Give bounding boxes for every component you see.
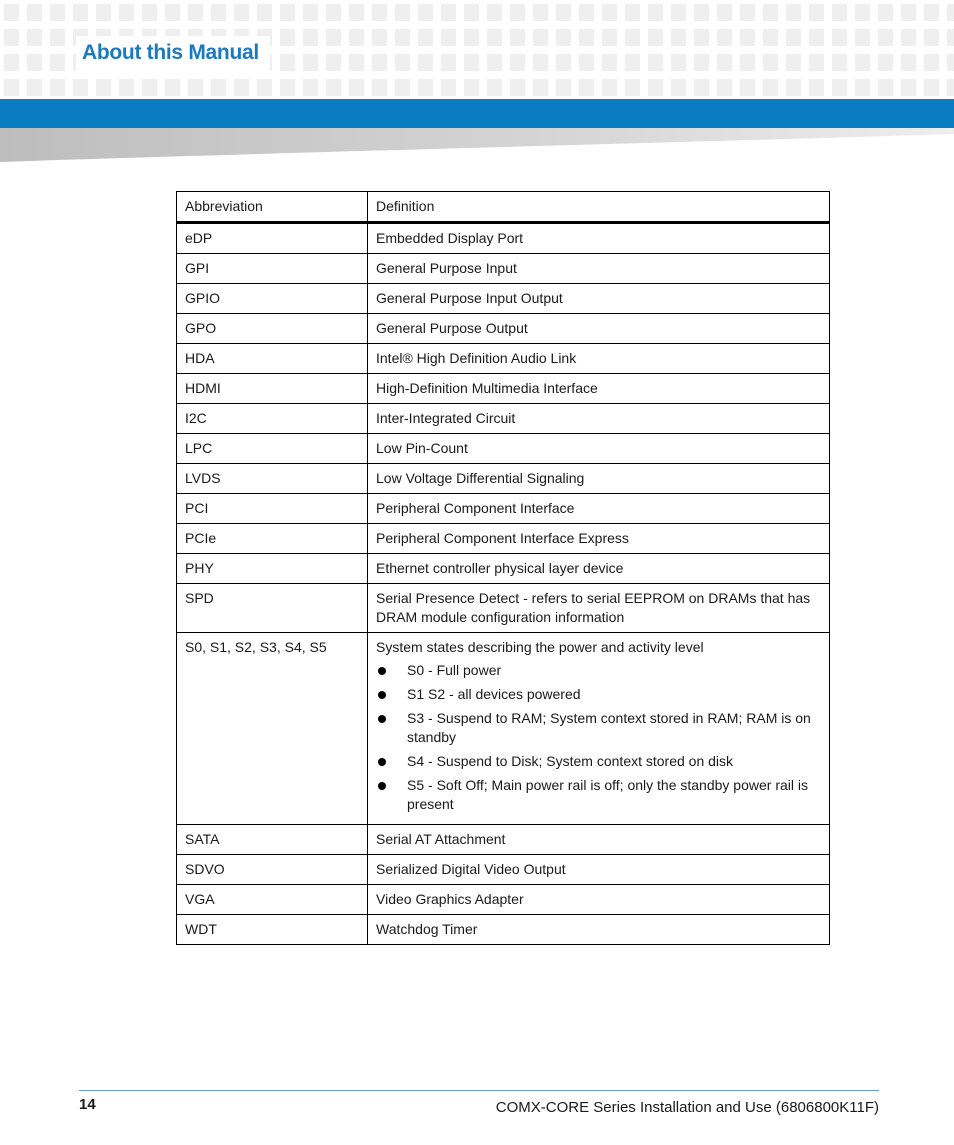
bullet-icon xyxy=(378,667,386,675)
abbreviation-table xyxy=(176,191,830,945)
table-row xyxy=(177,284,830,314)
bullet-icon xyxy=(378,758,386,766)
definition-cell xyxy=(368,254,830,284)
table-row xyxy=(177,633,830,825)
definition-text: Intel® High Definition Audio Link xyxy=(376,350,577,366)
table-row xyxy=(177,464,830,494)
abbreviation-cell: S0, S1, S2, S3, S4, S5 xyxy=(177,633,368,825)
abbreviation-cell: GPO xyxy=(177,314,368,344)
definition-text: General Purpose Output xyxy=(376,320,528,336)
column-header-abbreviation: Abbreviation xyxy=(177,192,368,223)
page-number: 14 xyxy=(79,1096,96,1113)
list-item-text: S0 - Full power xyxy=(407,662,502,678)
definition-cell xyxy=(368,825,830,855)
bullet-icon xyxy=(378,782,386,790)
definition-text: High-Definition Multimedia Interface xyxy=(376,380,598,396)
definition-text: General Purpose Input xyxy=(376,260,517,276)
definition-cell xyxy=(368,554,830,584)
definition-cell xyxy=(368,584,830,633)
definition-text: General Purpose Input Output xyxy=(376,290,563,306)
definition-text: Inter-Integrated Circuit xyxy=(376,410,516,426)
definition-cell xyxy=(368,464,830,494)
table-row xyxy=(177,524,830,554)
definition-text: Embedded Display Port xyxy=(376,230,524,246)
definition-cell xyxy=(368,404,830,434)
definition-cell xyxy=(368,524,830,554)
header-gray-swoosh xyxy=(0,128,954,164)
table-row xyxy=(177,885,830,915)
abbreviation-cell: HDA xyxy=(177,344,368,374)
list-item xyxy=(376,752,821,771)
table-row xyxy=(177,855,830,885)
table-row xyxy=(177,344,830,374)
abbreviation-cell: SPD xyxy=(177,584,368,633)
list-item xyxy=(376,661,821,680)
definition-cell xyxy=(368,855,830,885)
definition-cell xyxy=(368,314,830,344)
table-header-row xyxy=(177,192,830,223)
definition-text: Peripheral Component Interface Express xyxy=(376,530,629,546)
abbreviation-cell: LVDS xyxy=(177,464,368,494)
definition-cell xyxy=(368,344,830,374)
definition-text: System states describing the power and activity level xyxy=(376,639,704,655)
list-item xyxy=(376,709,821,747)
definition-text: Watchdog Timer xyxy=(376,921,478,937)
table-row xyxy=(177,554,830,584)
list-item xyxy=(376,776,821,814)
definition-cell xyxy=(368,374,830,404)
abbreviation-cell: eDP xyxy=(177,223,368,254)
table-row xyxy=(177,254,830,284)
abbreviation-cell: I2C xyxy=(177,404,368,434)
abbreviation-cell: GPI xyxy=(177,254,368,284)
list-item xyxy=(376,685,821,704)
table-row xyxy=(177,494,830,524)
abbreviation-cell: PCIe xyxy=(177,524,368,554)
abbreviation-cell: WDT xyxy=(177,915,368,945)
page-title: About this Manual xyxy=(82,41,259,64)
abbreviation-cell: PHY xyxy=(177,554,368,584)
table-row xyxy=(177,434,830,464)
column-header-definition: Definition xyxy=(368,192,830,223)
table-row xyxy=(177,825,830,855)
table-row xyxy=(177,584,830,633)
definition-cell xyxy=(368,633,830,825)
abbreviation-cell: GPIO xyxy=(177,284,368,314)
abbreviation-cell: VGA xyxy=(177,885,368,915)
definition-text: Video Graphics Adapter xyxy=(376,891,524,907)
table-row xyxy=(177,915,830,945)
bullet-icon xyxy=(378,691,386,699)
abbreviation-cell: SATA xyxy=(177,825,368,855)
definition-text: Low Pin-Count xyxy=(376,440,468,456)
definition-cell xyxy=(368,284,830,314)
list-item-text: S5 - Soft Off; Main power rail is off; only the standby power rail is present xyxy=(407,777,808,812)
header-blue-band xyxy=(0,99,954,128)
footer-rule xyxy=(79,1090,879,1091)
abbreviation-cell: SDVO xyxy=(177,855,368,885)
document-title: COMX-CORE Series Installation and Use (6806800K11F) xyxy=(495,1099,879,1116)
list-item-text: S4 - Suspend to Disk; System context stored on disk xyxy=(407,753,734,769)
definition-text: Peripheral Component Interface xyxy=(376,500,575,516)
definition-text: Serial Presence Detect - refers to serial EEPROM on DRAMs that has DRAM module configuration information xyxy=(376,590,811,625)
definition-text: Ethernet controller physical layer device xyxy=(376,560,624,576)
system-states-list xyxy=(376,661,821,814)
abbreviation-cell: LPC xyxy=(177,434,368,464)
definition-text: Low Voltage Differential Signaling xyxy=(376,470,585,486)
definition-cell xyxy=(368,494,830,524)
definition-text: Serialized Digital Video Output xyxy=(376,861,566,877)
table-row xyxy=(177,404,830,434)
definition-cell xyxy=(368,885,830,915)
abbreviation-cell: HDMI xyxy=(177,374,368,404)
abbreviation-cell: PCI xyxy=(177,494,368,524)
definition-text: Serial AT Attachment xyxy=(376,831,506,847)
table-row xyxy=(177,314,830,344)
bullet-icon xyxy=(378,715,386,723)
list-item-text: S3 - Suspend to RAM; System context stored in RAM; RAM is on standby xyxy=(407,710,811,745)
definition-cell xyxy=(368,223,830,254)
definition-cell xyxy=(368,915,830,945)
list-item-text: S1 S2 - all devices powered xyxy=(407,686,581,702)
definition-cell xyxy=(368,434,830,464)
table-row xyxy=(177,223,830,254)
table-row xyxy=(177,374,830,404)
